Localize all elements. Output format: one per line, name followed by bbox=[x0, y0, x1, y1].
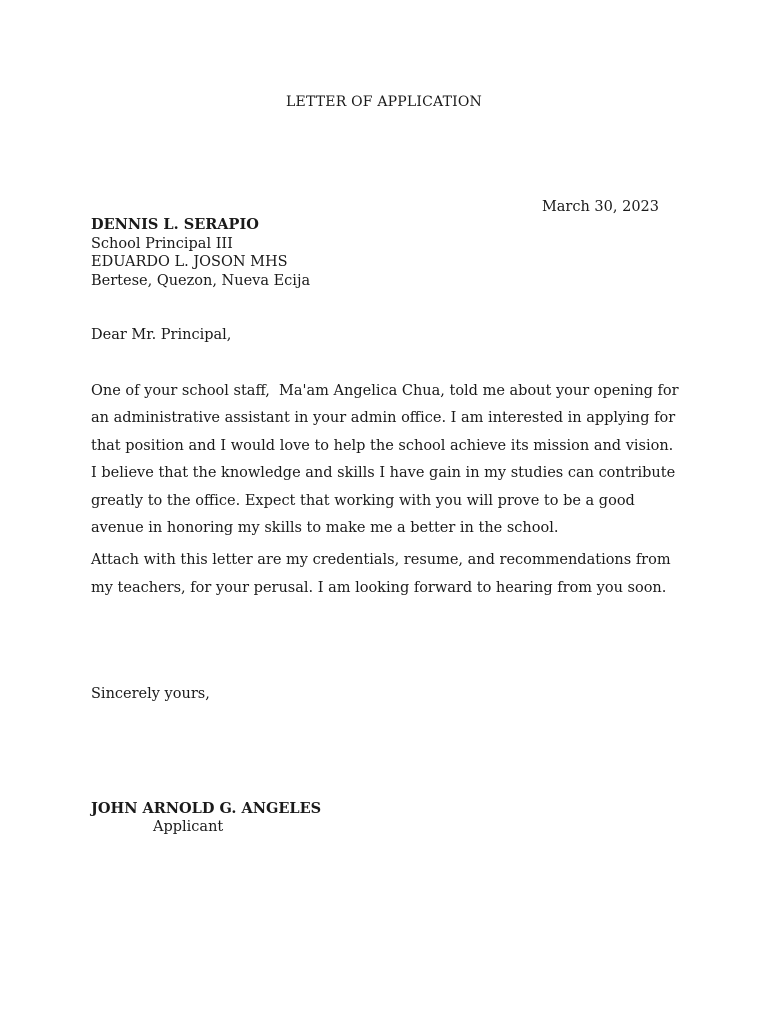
body-paragraph-1: One of your school staff, Ma'am Angelica Chua, told me about your opening for an administrative assistant in your admin office. I am interested in applying for that position and I would love to help the school achieve its mission and vision. bbox=[91, 383, 684, 454]
recipient-block bbox=[91, 216, 310, 290]
recipient-address: Bertese, Quezon, Nueva Ecija bbox=[91, 272, 311, 289]
closing: Sincerely yours, bbox=[91, 686, 210, 702]
body-paragraph-3: Attach with this letter are my credentials, resume, and recommendations from my teachers, for your perusal. I am looking forward to hearing from you soon. bbox=[91, 552, 671, 596]
letter-body bbox=[91, 378, 687, 602]
letter-title: LETTER OF APPLICATION bbox=[286, 94, 482, 110]
signature-block bbox=[91, 799, 321, 837]
recipient-school: EDUARDO L. JOSON MHS bbox=[91, 254, 288, 270]
letter-date: March 30, 2023 bbox=[541, 199, 659, 215]
recipient-name: DENNIS L. SERAPIO bbox=[91, 216, 259, 233]
body-paragraph-2: I believe that the knowledge and skills I have gain in my studies can contribute greatly to the office. Expect that working with you will prove to be a good avenue in honoring my skills to make me a better in the school. bbox=[91, 465, 676, 537]
recipient-position: School Principal III bbox=[91, 235, 233, 252]
salutation: Dear Mr. Principal, bbox=[91, 327, 232, 343]
signatory-name: JOHN ARNOLD G. ANGELES bbox=[91, 800, 322, 817]
signatory-role: Applicant bbox=[153, 819, 224, 835]
